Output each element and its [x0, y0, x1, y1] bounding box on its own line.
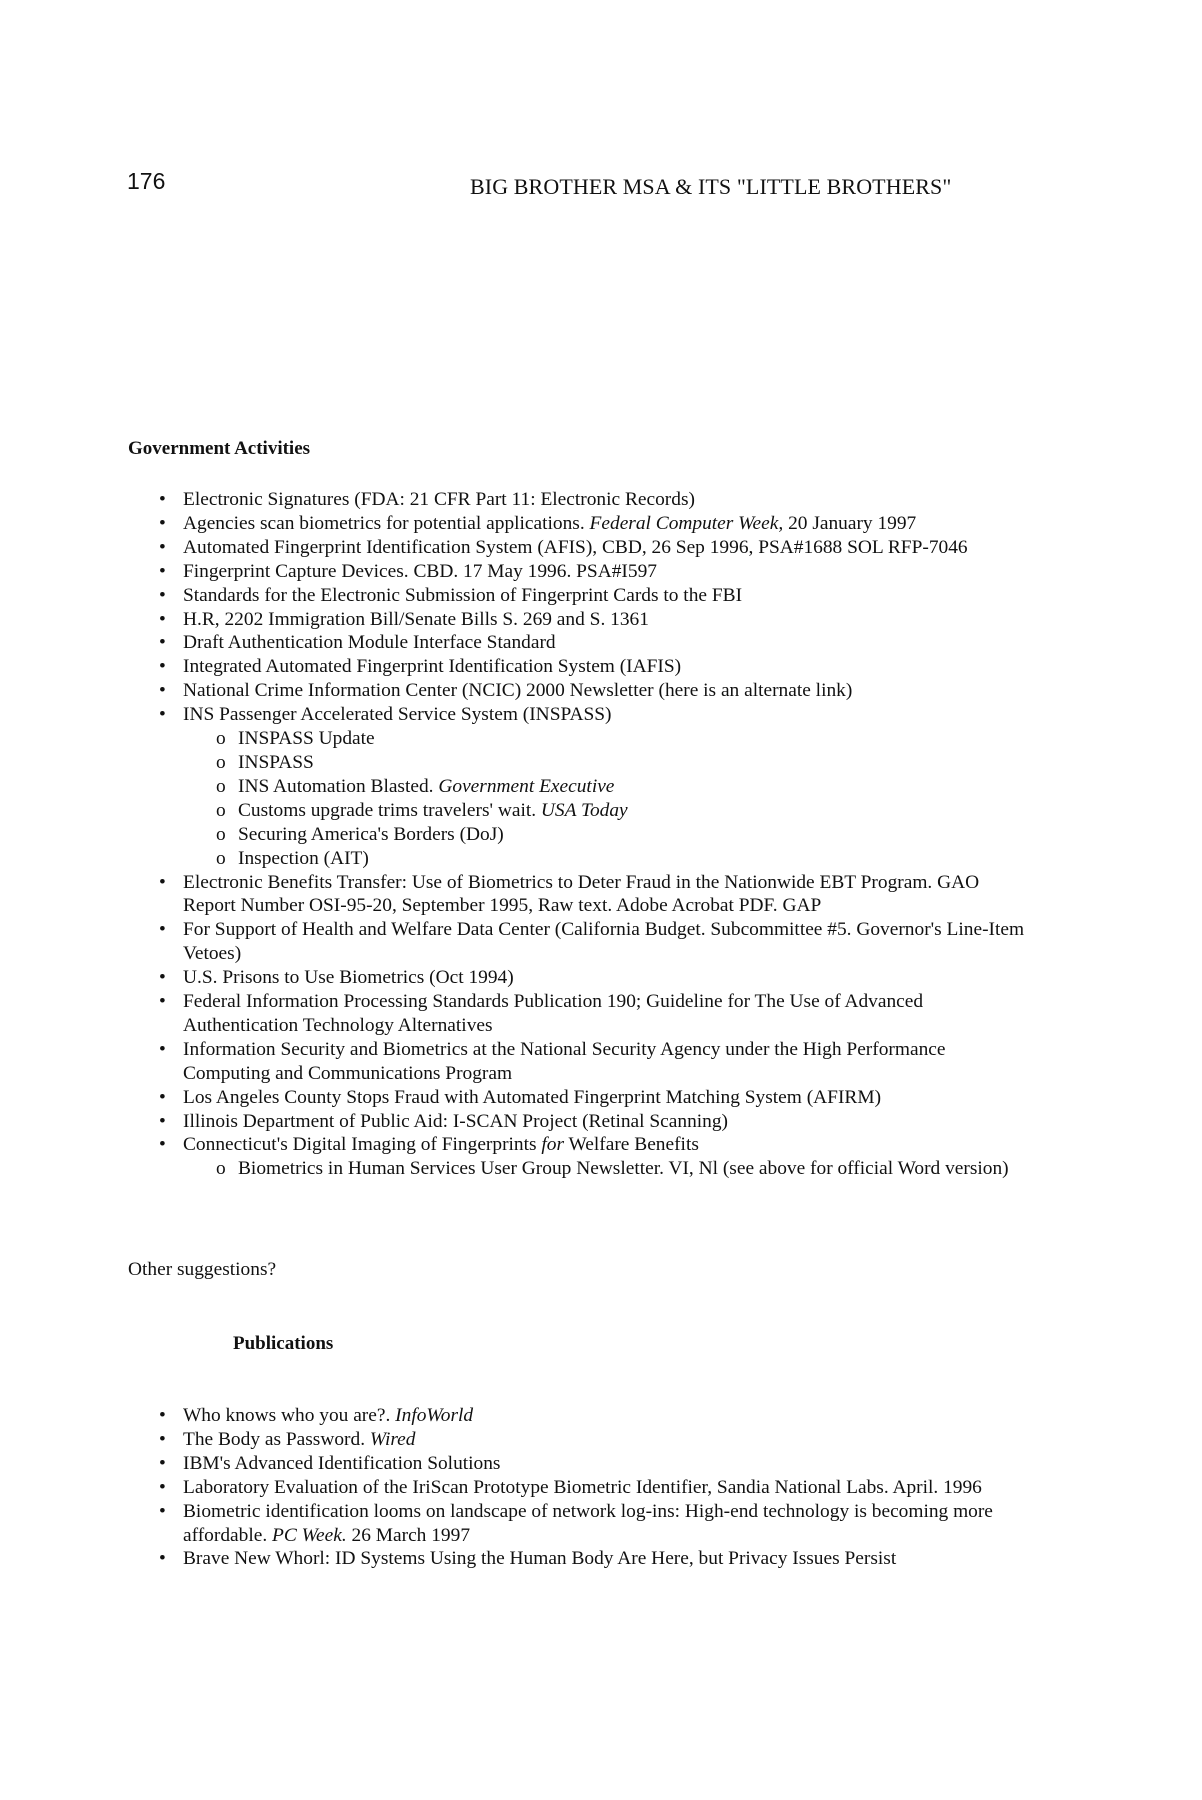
item-text: INSPASS Update — [238, 728, 375, 750]
item-text: National Crime Information Center (NCIC) 2000 Newsletter (here is an alternate link) — [183, 680, 853, 702]
list-item — [152, 990, 1032, 1038]
list-item — [152, 1452, 1032, 1476]
list-item — [152, 631, 1032, 655]
item-source: Wired — [369, 1428, 416, 1450]
list-item — [152, 1476, 1032, 1500]
item-text: Integrated Automated Fingerprint Identification System (IAFIS) — [183, 656, 682, 678]
item-text: INSPASS — [238, 751, 314, 773]
item-text: U.S. Prisons to Use Biometrics (Oct 1994) — [183, 967, 514, 989]
item-text: Laboratory Evaluation of the IriScan Prototype Biometric Identifier, Sandia National Labs. April. 1996 — [183, 1476, 982, 1498]
item-text: Who knows who you are?. — [183, 1405, 396, 1426]
item-text: INS Automation Blasted. — [238, 775, 439, 797]
list-item — [152, 584, 1032, 608]
item-text: Information Security and Biometrics at the National Security Agency under the High Performance Computing and Communications Program — [183, 1038, 946, 1084]
list-item — [152, 1500, 1032, 1548]
sub-list-item — [183, 751, 1032, 775]
list-item — [152, 560, 1032, 584]
item-text: Welfare Benefits — [564, 1134, 699, 1156]
item-text: Biometrics in Human Services User Group Newsletter. VI, Nl (see above for official Word version) — [238, 1158, 1009, 1180]
item-text: Securing America's Borders (DoJ) — [238, 823, 504, 845]
item-text: Draft Authentication Module Interface Standard — [183, 632, 556, 654]
list-item — [152, 1110, 1032, 1134]
connecticut-sublist — [183, 1157, 1032, 1181]
list-item — [152, 1038, 1032, 1086]
sub-list-item — [183, 775, 1032, 799]
government-activities-heading: Government Activities — [128, 438, 311, 459]
item-source: USA Today — [540, 799, 628, 821]
item-source: PC Week. — [272, 1524, 347, 1546]
item-text: Biometric identification looms on landscape of network log-ins: High-end technology is becoming more affordable. — [183, 1500, 993, 1546]
item-text: Standards for the Electronic Submission of Fingerprint Cards to the FBI — [183, 584, 743, 606]
list-item — [152, 655, 1032, 679]
publications-heading: Publications — [233, 1333, 334, 1354]
item-source: Federal Computer Week, — [589, 512, 784, 534]
page-number: 176 — [127, 168, 166, 194]
item-text: INS Passenger Accelerated Service System (INSPASS) — [183, 704, 612, 726]
item-text: Agencies scan biometrics for potential applications. — [183, 512, 590, 534]
item-text: IBM's Advanced Identification Solutions — [183, 1452, 501, 1474]
list-item — [152, 608, 1032, 632]
list-item — [152, 1086, 1032, 1110]
item-text: Electronic Signatures (FDA: 21 CFR Part 11: Electronic Records) — [183, 489, 695, 510]
sub-list-item — [183, 847, 1032, 871]
item-source: Government Executive — [438, 775, 615, 797]
item-date: 20 January 1997 — [783, 512, 917, 534]
list-item — [152, 488, 1032, 512]
item-text: Illinois Department of Public Aid: I-SCAN Project (Retinal Scanning) — [183, 1110, 729, 1132]
list-item — [152, 966, 1032, 990]
item-text: Automated Fingerprint Identification System (AFIS), CBD, 26 Sep 1996, PSA#1688 SOL RFP-7046 — [183, 536, 968, 558]
list-item — [152, 1133, 1032, 1181]
item-text: H.R, 2202 Immigration Bill/Senate Bills S. 269 and S. 1361 — [183, 608, 649, 630]
government-activities-list — [152, 488, 1032, 1181]
item-text: Los Angeles County Stops Fraud with Automated Fingerprint Matching System (AFIRM) — [183, 1086, 882, 1108]
sub-list-item — [183, 823, 1032, 847]
sub-list-item — [183, 799, 1032, 823]
list-item — [152, 1428, 1032, 1452]
publications-list — [152, 1404, 1032, 1571]
item-text: Fingerprint Capture Devices. CBD. 17 May 1996. PSA#I597 — [183, 560, 657, 582]
inspass-sublist — [183, 727, 1032, 870]
item-text: Brave New Whorl: ID Systems Using the Human Body Are Here, but Privacy Issues Persist — [183, 1548, 897, 1570]
item-text: Customs upgrade trims travelers' wait. — [238, 799, 541, 821]
other-suggestions-text: Other suggestions? — [128, 1259, 277, 1280]
list-item — [152, 536, 1032, 560]
sub-list-item — [183, 1157, 1032, 1181]
item-text: Electronic Benefits Transfer: Use of Biometrics to Deter Fraud in the Nationwide EBT Program. GAO Report Number OSI-95-20, September 1995, Raw text. Adobe Acrobat PDF. GAP — [183, 871, 980, 917]
list-item — [152, 1404, 1032, 1428]
list-item — [152, 703, 1032, 870]
item-emphasis: for — [541, 1134, 565, 1156]
item-text: Federal Information Processing Standards Publication 190; Guideline for The Use of Advanced Authentication Technology Alternatives — [183, 991, 924, 1036]
list-item — [152, 1547, 1032, 1571]
list-item — [152, 918, 1032, 966]
list-item — [152, 512, 1032, 536]
list-item — [152, 871, 1032, 919]
sub-list-item — [183, 727, 1032, 751]
item-text: Inspection (AIT) — [238, 847, 369, 869]
running-header: BIG BROTHER MSA & ITS "LITTLE BROTHERS" — [470, 174, 952, 199]
item-text: Connecticut's Digital Imaging of Fingerprints — [183, 1134, 542, 1156]
item-date: 26 March 1997 — [346, 1524, 471, 1546]
item-text: The Body as Password. — [183, 1428, 370, 1450]
list-item — [152, 679, 1032, 703]
item-source: InfoWorld — [395, 1405, 474, 1426]
item-text: For Support of Health and Welfare Data Center (California Budget. Subcommittee #5. Governor's Line-Item Vetoes) — [183, 919, 1025, 965]
